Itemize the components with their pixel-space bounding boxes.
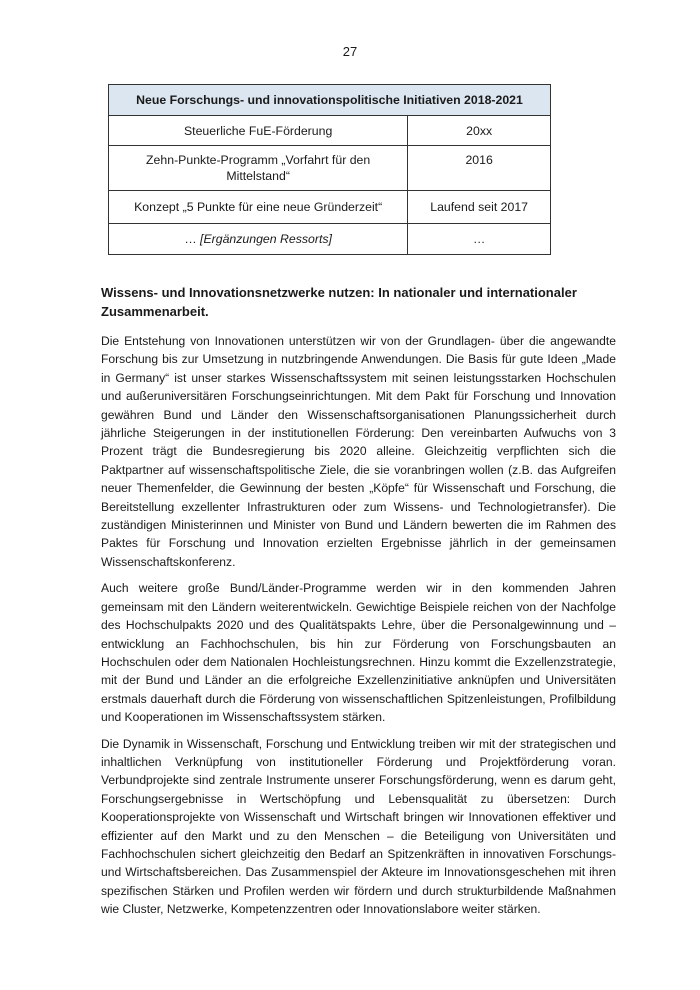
table-row <box>109 224 551 255</box>
initiative-date: … <box>408 224 551 255</box>
initiative-name: Zehn-Punkte-Programm „Vorfahrt für den Mittelstand“ <box>109 146 408 191</box>
initiatives-table <box>108 84 551 255</box>
ellipsis-prefix: … <box>184 232 201 246</box>
section-heading: Wissens- und Innovationsnetzwerke nutzen: In nationaler und internationaler Zusammenarbeit. <box>101 285 577 319</box>
initiative-name: Konzept „5 Punkte für eine neue Gründerzeit“ <box>109 191 408 224</box>
table-header-row <box>109 85 551 116</box>
initiative-date: 2016 <box>408 146 551 191</box>
page-number: 27 <box>342 44 358 59</box>
body-text <box>101 332 616 927</box>
initiative-date: 20xx <box>408 116 551 146</box>
table-header: Neue Forschungs- und innovationspolitische Initiativen 2018-2021 <box>109 85 551 116</box>
paragraph: Auch weitere große Bund/Länder-Programme werden wir in den kommenden Jahren gemeinsam mit den Ländern weiterentwickeln. Gewichtige Beispiele reichen von der Nachfolge des Hochschulpakts 2020 und des Qualitätspakts Lehre, über die Personalgewinnung und –entwicklung an Fachhochschulen, bis hin zur Förderung von Forschungsbauten an Hochschulen oder dem Nationalen Hochleistungsrechnen. Hinzu kommt die Exzellenzstrategie, mit der Bund und Länder an die erfolgreiche Exzellenzinitiative anknüpfen und Universitäten erstmals dauerhaft durch die Förderung von wissenschaftlichen Spitzenleistungen, Profilbildung und Kooperationen im Wissenschaftssystem stärken. <box>101 581 616 725</box>
ressort-placeholder: [Ergänzungen Ressorts] <box>200 232 332 246</box>
initiative-date: Laufend seit 2017 <box>408 191 551 224</box>
initiative-name: Steuerliche FuE-Förderung <box>109 116 408 146</box>
initiative-name-placeholder <box>109 224 408 255</box>
table-row <box>109 116 551 146</box>
table-row <box>109 191 551 224</box>
paragraph: Die Entstehung von Innovationen unterstützen wir von der Grundlagen- über die angewandte Forschung bis zur Umsetzung in nutzbringende Anwendungen. Die Basis für gute Ideen „Made in Germany“ ist unser starkes Wissenschaftssystem mit seinen leistungsstarken Hochschulen und außeruniversitären Forschungseinrichtungen. Mit dem Pakt für Forschung und Innovation gewähren Bund und Länder den Wissenschaftsorganisationen Planungssicherheit durch jährliche Steigerungen in der institutionellen Förderung: Den vereinbarten Aufwuchs von 3 Prozent trägt die Bundesregierung bis 2020 alleine. Gleichzeitig verpflichten sich die Paktpartner auf wissenschaftspolitische Ziele, die sie voranbringen wollen (z.B. das Aufgreifen neuer Themenfelder, die Gewinnung der besten „Köpfe“ für Wissenschaft und Forschung, die Bereitstellung exzellenter Infrastrukturen oder zum Wissens- und Technologietransfer). Die zuständigen Ministerinnen und Minister von Bund und Ländern bewerten die im Rahmen des Paktes für Forschung und Innovation erzielten Ergebnisse jährlich in der gemeinsamen Wissenschaftskonferenz. <box>101 334 616 569</box>
paragraph: Die Dynamik in Wissenschaft, Forschung und Entwicklung treiben wir mit der strategischen und inhaltlichen Verknüpfung von institutioneller Förderung und Projektförderung voran. Verbundprojekte sind zentrale Instrumente unserer Forschungsförderung, wenn es darum geht, Forschungsergebnisse in Wertschöpfung und Lebensqualität zu übersetzen: Durch Kooperationsprojekte von Wissenschaft und Wirtschaft bringen wir Innovationen effektiver und effizienter auf den Markt und zu den Menschen – die Beteiligung von Universitäten und Fachhochschulen sichert gleichzeitig den Bedarf an Spitzenkräften in innovativen Forschungs- und Wirtschaftsbereichen. Das Zusammenspiel der Akteure im Innovationsgeschehen mit ihren spezifischen Stärken und Profilen werden wir fördern und durch strukturbildende Maßnahmen wie Cluster, Netzwerke, Kompetenzzentren oder Innovationslabore weiter stärken. <box>101 736 616 917</box>
table-row <box>109 146 551 191</box>
